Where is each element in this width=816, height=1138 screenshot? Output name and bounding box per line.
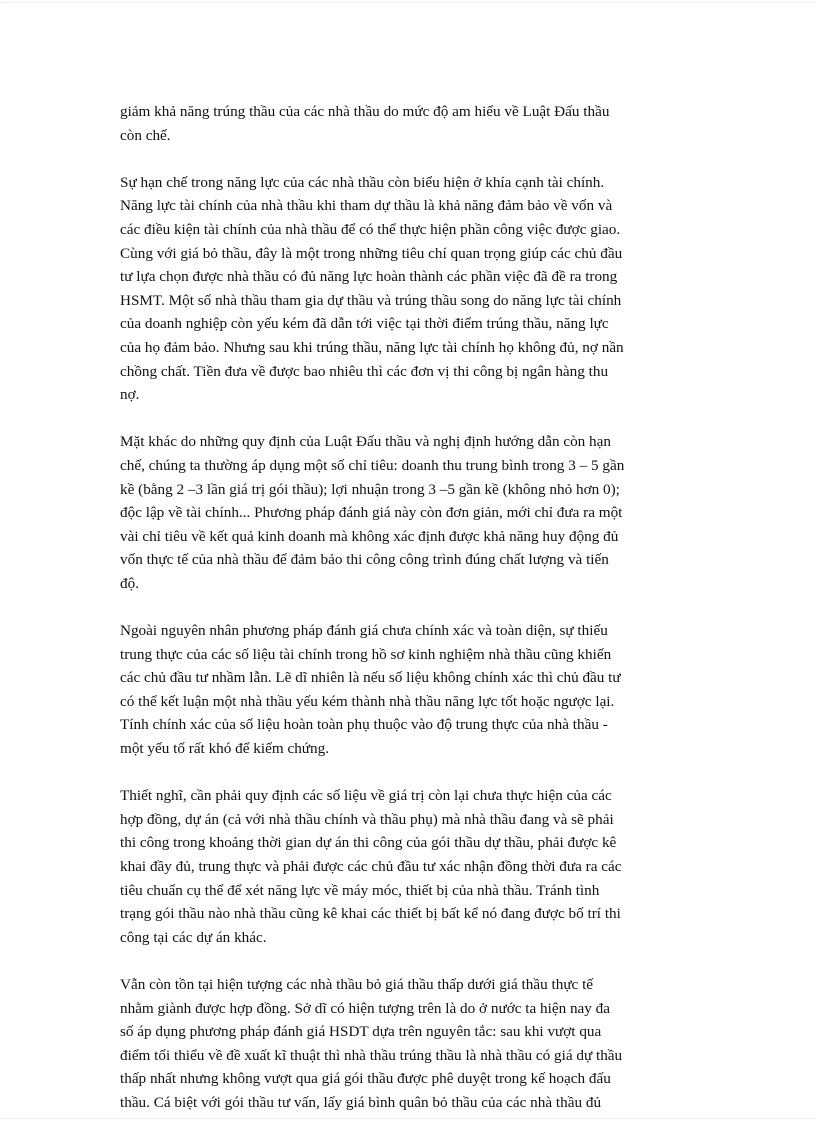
text-line: trung thực của các số liệu tài chính trong hồ sơ kinh nghiệm nhà thầu cũng khiến bbox=[120, 645, 612, 663]
text-line: Cùng với giá bỏ thầu, đây là một trong những tiêu chí quan trọng giúp các chủ đầu bbox=[120, 244, 623, 262]
page-bottom-edge bbox=[0, 1118, 816, 1119]
text-line: trạng gói thầu nào nhà thầu cũng kê khai các thiết bị bất kể nó đang được bố trí thi bbox=[120, 905, 621, 923]
text-line: chồng chất. Tiền đưa về được bao nhiêu thì các đơn vị thi công bị ngân hàng thu bbox=[120, 362, 609, 380]
text-line: Năng lực tài chính của nhà thầu khi tham dự thầu là khả năng đảm bảo về vốn và bbox=[120, 197, 613, 215]
text-line: độc lập về tài chính... Phương pháp đánh giá này còn đơn giản, mới chỉ đưa ra một bbox=[120, 504, 623, 522]
text-line: khai đầy đủ, trung thực và phải được các chủ đầu tư xác nhận đồng thời đưa ra các bbox=[120, 858, 622, 875]
text-line: vài chỉ tiêu về kết quả kinh doanh mà không xác định được khả năng huy động đủ bbox=[120, 527, 619, 545]
text-line: độ. bbox=[120, 574, 139, 592]
text-line: Mặt khác do những quy định của Luật Đấu thầu và nghị định hướng dẫn còn hạn bbox=[120, 433, 611, 451]
text-line: Tính chính xác của số liệu hoàn toàn phụ thuộc vào độ trung thực của nhà thầu - bbox=[120, 716, 608, 734]
page-top-edge bbox=[0, 2, 816, 3]
paragraph-4 bbox=[120, 619, 700, 761]
text-line: thi công trong khoảng thời gian dự án thi công của gói thầu dự thầu, phải được kê bbox=[120, 834, 617, 852]
text-line: một yếu tố rất khó để kiểm chứng. bbox=[120, 740, 329, 758]
paragraph-3 bbox=[120, 430, 700, 595]
text-line: nhằm giành được hợp đồng. Sở dĩ có hiện tượng trên là do ở nước ta hiện nay đa bbox=[120, 999, 611, 1017]
text-line: kề (bằng 2 –3 lần giá trị gói thầu); lợi nhuận trong 3 –5 gần kề (không nhỏ hơn 0); bbox=[120, 480, 620, 498]
text-line: nợ. bbox=[120, 386, 140, 404]
text-line: tiêu chuẩn cụ thể để xét năng lực về máy móc, thiết bị của nhà thầu. Tránh tình bbox=[120, 881, 600, 899]
text-line: chế, chúng ta thường áp dụng một số chỉ tiêu: doanh thu trung bình trong 3 – 5 gần bbox=[120, 456, 625, 474]
text-line: Sự hạn chế trong năng lực của các nhà thầu còn biểu hiện ở khía cạnh tài chính. bbox=[120, 173, 605, 191]
text-line: Vẫn còn tồn tại hiện tượng các nhà thầu bỏ giá thầu thấp dưới giá thầu thực tế bbox=[120, 975, 594, 993]
text-line: thầu. Cá biệt với gói thầu tư vấn, lấy giá bình quân bỏ thầu của các nhà thầu đủ bbox=[120, 1093, 602, 1111]
text-line: còn chế. bbox=[120, 126, 171, 144]
text-line: Ngoài nguyên nhân phương pháp đánh giá chưa chính xác và toàn diện, sự thiếu bbox=[120, 622, 608, 640]
text-line: các điều kiện tài chính của nhà thầu để có thể thực hiện phần công việc được giao. bbox=[120, 220, 621, 238]
text-line: tư lựa chọn được nhà thầu có đủ năng lực hoàn thành các phần việc đã đề ra trong bbox=[120, 268, 618, 286]
text-line: HSMT. Một số nhà thầu tham gia dự thầu và trúng thầu song do năng lực tài chính bbox=[120, 291, 622, 309]
text-line: giảm khả năng trúng thầu của các nhà thầu do mức độ am hiểu về Luật Đấu thầu bbox=[120, 103, 610, 120]
text-line: công tại các dự án khác. bbox=[120, 928, 267, 946]
paragraph-6 bbox=[120, 973, 700, 1115]
paragraph-1 bbox=[120, 100, 700, 147]
text-line: Thiết nghĩ, cần phải quy định các số liệu về giá trị còn lại chưa thực hiện của các bbox=[120, 787, 612, 805]
text-line: các chủ đầu tư nhầm lẫn. Lẽ dĩ nhiên là nếu số liệu không chính xác thì chủ đầu tư bbox=[120, 669, 621, 687]
paragraph-2 bbox=[120, 171, 700, 407]
text-line: hợp đồng, dự án (cả với nhà thầu chính và thầu phụ) mà nhà thầu đang và sẽ phải bbox=[120, 810, 614, 828]
text-line: có thể kết luận một nhà thầu yếu kém thành nhà thầu năng lực tốt hoặc ngược lại. bbox=[120, 692, 615, 710]
text-line: điểm tối thiểu về đề xuất kĩ thuật thì nhà thầu trúng thầu là nhà thầu có giá dự thầu bbox=[120, 1046, 623, 1064]
paragraph-5 bbox=[120, 784, 700, 949]
document-body bbox=[120, 100, 700, 1138]
text-line: thấp nhất nhưng không vượt qua giá gói thầu được phê duyệt trong kế hoạch đấu bbox=[120, 1070, 611, 1088]
text-line: của doanh nghiệp còn yếu kém đã dẫn tới việc tại thời điểm trúng thầu, năng lực bbox=[120, 315, 609, 333]
text-line: của họ đảm bảo. Nhưng sau khi trúng thầu, năng lực tài chính họ không đủ, nợ nần bbox=[120, 338, 624, 356]
text-line: số áp dụng phương pháp đánh giá HSDT dựa trên nguyên tắc: sau khi vượt qua bbox=[120, 1023, 602, 1041]
text-line: vốn thực tế của nhà thầu để đảm bảo thi công công trình đúng chất lượng và tiến bbox=[120, 551, 609, 569]
